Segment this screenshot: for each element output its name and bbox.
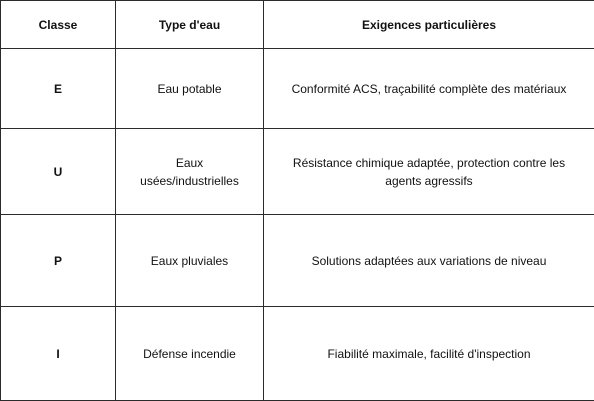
cell-exigences: Conformité ACS, traçabilité complète des matériaux (264, 49, 594, 129)
header-classe: Classe (1, 1, 116, 49)
cell-exigences: Résistance chimique adaptée, protection contre les agents agressifs (264, 129, 594, 215)
table-header (1, 1, 594, 49)
table-row (1, 49, 594, 129)
cell-type-eau: Eaux usées/industrielles (116, 129, 264, 215)
header-exigences: Exigences particulières (264, 1, 594, 49)
table-row (1, 307, 594, 401)
cell-type-eau: Eau potable (116, 49, 264, 129)
cell-classe: P (1, 215, 116, 307)
header-row (1, 1, 594, 49)
cell-exigences: Fiabilité maximale, facilité d'inspection (264, 307, 594, 401)
cell-type-eau: Eaux pluviales (116, 215, 264, 307)
cell-classe: U (1, 129, 116, 215)
cell-classe: I (1, 307, 116, 401)
cell-type-eau: Défense incendie (116, 307, 264, 401)
cell-exigences: Solutions adaptées aux variations de niveau (264, 215, 594, 307)
table-row (1, 215, 594, 307)
table-row (1, 129, 594, 215)
header-type-eau: Type d'eau (116, 1, 264, 49)
table-body (1, 49, 594, 401)
cell-classe: E (1, 49, 116, 129)
